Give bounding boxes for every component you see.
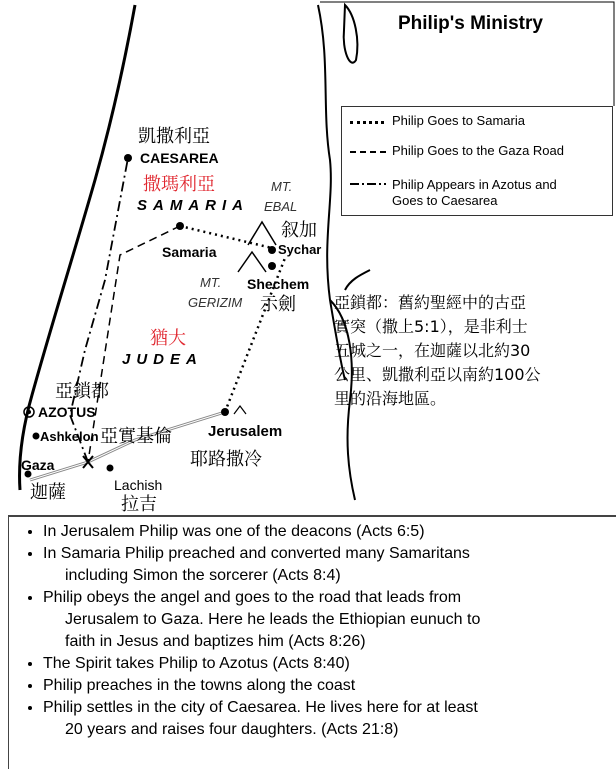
ministry-notes-box — [8, 515, 616, 769]
legend-label-gaza-road: Philip Goes to the Gaza Road — [392, 143, 564, 158]
label-mt-gerizim-2: GERIZIM — [188, 295, 243, 310]
ministry-note-item — [43, 543, 616, 587]
ministry-note-line: • In Samaria Philip preached and converted many Samaritans — [43, 545, 470, 562]
azotus-note — [334, 291, 614, 411]
lachish-dot — [107, 465, 114, 472]
caesarea-dot — [124, 154, 132, 162]
ministry-note-item — [43, 675, 616, 697]
ministry-note-line: including Simon the sorcerer (Acts 8:4) — [65, 567, 341, 584]
ministry-note-line: Jerusalem to Gaza. Here he leads the Ethiopian eunuch to — [65, 611, 481, 628]
mt-ebal-mark — [248, 222, 276, 245]
label-samaria-region: SAMARIA — [137, 197, 249, 214]
label-shechem: Shechem — [247, 276, 310, 292]
map-title: Philip's Ministry — [398, 13, 543, 34]
mt-gerizim-mark — [238, 252, 266, 272]
legend-dotted-line — [350, 121, 384, 124]
label-ashkelon-zh: 亞實基倫 — [100, 426, 172, 447]
label-jerusalem: Jerusalem — [208, 423, 283, 440]
label-gaza: Gaza — [21, 457, 55, 473]
label-jerusalem-zh: 耶路撒冷 — [190, 449, 262, 470]
jordan-east-bank — [345, 270, 370, 290]
label-sychar: Sychar — [278, 242, 322, 257]
label-ashkelon: Ashkelon — [40, 429, 99, 444]
label-samaria-city: Samaria — [162, 244, 217, 260]
ministry-note-line: 20 years and raises four daughters. (Acts 21:8) — [65, 721, 399, 738]
ministry-note-line: • The Spirit takes Philip to Azotus (Acts 8:40) — [43, 655, 350, 672]
note-line: 實突（撒上5:1），是非利士 — [334, 317, 528, 336]
ministry-note-item — [43, 653, 616, 675]
samaria-dot — [176, 222, 184, 230]
legend-label-azotus-line2: Goes to Caesarea — [392, 193, 498, 209]
azotus-dot-center — [27, 410, 31, 414]
label-judea: JUDEA — [122, 351, 203, 368]
label-azotus-zh: 亞鎖都 — [55, 381, 109, 402]
legend-label-azotus — [392, 177, 557, 210]
ministry-note-line: • Philip obeys the angel and goes to the road that leads from — [43, 589, 462, 606]
ashkelon-dot — [33, 433, 40, 440]
legend-dashdot-line — [350, 181, 386, 187]
map-legend — [341, 106, 613, 216]
label-samaria-region-zh: 撒瑪利亞 — [143, 174, 215, 195]
label-caesarea: CAESAREA — [140, 150, 219, 166]
label-mt-ebal-2: EBAL — [264, 199, 298, 214]
legend-label-samaria: Philip Goes to Samaria — [392, 113, 525, 128]
jerusalem-hill-mark — [234, 406, 246, 414]
ministry-note-line: • Philip settles in the city of Caesarea. He lives here for at least — [43, 699, 478, 716]
legend-dashed-line — [350, 151, 386, 153]
label-shechem-zh: 示劍 — [260, 294, 296, 315]
ministry-note-item — [43, 697, 616, 741]
ministry-note-item — [43, 521, 616, 543]
label-gaza-zh: 迦薩 — [30, 482, 66, 503]
ministry-note-item — [43, 587, 616, 653]
jerusalem-dot — [221, 408, 229, 416]
shechem-dot — [268, 262, 276, 270]
note-line: 里的沿海地區。 — [334, 389, 447, 408]
note-line: 公里、凱撒利亞以南約100公 — [334, 365, 541, 384]
legend-label-azotus-line1: Philip Appears in Azotus and — [392, 177, 557, 192]
label-sychar-zh: 叙加 — [281, 220, 317, 241]
label-judea-zh: 猶大 — [150, 328, 186, 349]
ministry-notes-list — [9, 521, 616, 741]
label-mt-gerizim-1: MT. — [200, 275, 222, 290]
note-line: 亞鎖都：舊約聖經中的古亞 — [334, 293, 527, 312]
ministry-note-line: • In Jerusalem Philip was one of the deacons (Acts 6:5) — [43, 523, 425, 540]
label-mt-ebal-1: MT. — [271, 179, 293, 194]
label-caesarea-zh: 凱撒利亞 — [138, 126, 210, 147]
label-azotus: AZOTUS — [38, 404, 96, 420]
sea-of-galilee — [344, 5, 358, 63]
ministry-note-line: • Philip preaches in the towns along the coast — [43, 677, 356, 694]
label-lachish-zh: 拉吉 — [121, 494, 157, 515]
ministry-note-line: faith in Jesus and baptizes him (Acts 8:26) — [65, 633, 366, 650]
label-lachish: Lachish — [114, 477, 163, 493]
sychar-dot — [268, 246, 276, 254]
note-line: 五城之一，在迦薩以北約30 — [334, 341, 531, 360]
